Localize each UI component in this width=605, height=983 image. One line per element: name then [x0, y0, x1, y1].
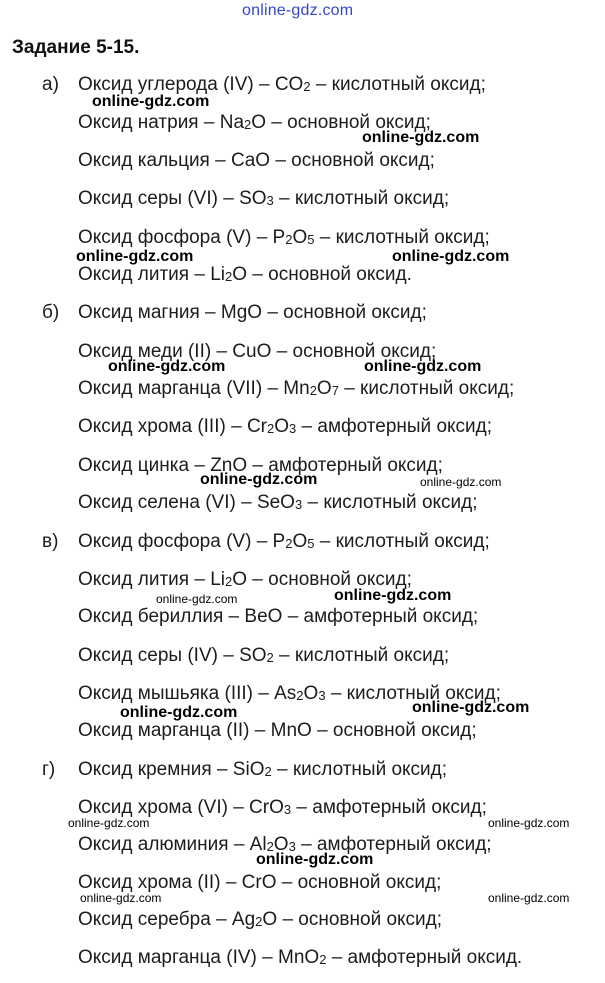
line-text: – кислотный оксид;	[314, 227, 490, 248]
watermark-text: online-gdz.com	[488, 816, 570, 830]
line-text: Оксид хрома (II) – CrO – основной оксид;	[78, 872, 442, 893]
line-text: – кислотный оксид;	[302, 492, 478, 513]
line-text: O – основной оксид;	[232, 569, 412, 590]
oxide-line	[78, 227, 490, 249]
line-text: Оксид марганца (VII) – Mn	[78, 378, 310, 399]
line-text: Оксид фосфора (V) – P	[78, 531, 286, 552]
subscript: 3	[289, 421, 297, 436]
top-watermark: online-gdz.com	[242, 2, 354, 19]
oxide-line	[78, 416, 492, 438]
line-text: Оксид кремния – SiO	[78, 759, 265, 780]
watermark-text: online-gdz.com	[80, 891, 162, 905]
line-text: Оксид лития – Li	[78, 264, 225, 285]
line-text: Оксид углерода (IV) – CO	[78, 74, 304, 95]
subscript: 2	[285, 232, 293, 247]
subscript: 3	[283, 802, 292, 817]
subscript: 2	[319, 952, 327, 967]
watermark-text: online-gdz.com	[76, 248, 194, 265]
line-text: Оксид магния – MgO – основной оксид;	[78, 302, 427, 323]
section-marker: в)	[42, 531, 59, 552]
line-text: O – основной оксид.	[232, 264, 412, 285]
watermark-text: online-gdz.com	[120, 704, 238, 721]
oxide-line	[78, 302, 427, 324]
line-text: Оксид марганца (II) – MnO – основной оксид;	[78, 720, 477, 741]
line-text: Оксид марганца (IV) – MnO	[78, 947, 320, 968]
subscript: 2	[266, 650, 274, 665]
subscript: 5	[307, 232, 315, 247]
section-marker: а)	[42, 74, 59, 95]
oxide-line	[78, 150, 435, 172]
oxide-line	[78, 531, 490, 553]
line-text: – кислотный оксид;	[273, 188, 450, 209]
line-text: – амфотерный оксид;	[291, 797, 487, 818]
oxide-line	[78, 378, 514, 400]
subscript: 3	[266, 193, 274, 208]
line-text: Оксид мышьяка (III) – As	[78, 683, 297, 704]
line-text: Оксид селена (VI) – SeO	[78, 492, 295, 513]
subscript: 2	[244, 117, 252, 132]
subscript: 2	[264, 764, 272, 779]
watermark-text: online-gdz.com	[392, 248, 510, 265]
oxide-line	[78, 645, 449, 667]
line-text: Оксид кальция – CaO – основной оксид;	[78, 150, 435, 171]
line-text: O – основной оксид;	[262, 909, 443, 930]
watermark-text: online-gdz.com	[108, 358, 226, 375]
line-text: Оксид алюминия – Al	[78, 834, 267, 855]
line-text: O	[274, 416, 290, 437]
watermark-text: online-gdz.com	[488, 891, 570, 905]
line-text: O	[292, 531, 308, 552]
line-text: Оксид хрома (III) – Cr	[78, 416, 267, 437]
line-text: Оксид хрома (VI) – CrO	[78, 797, 284, 818]
subscript: 2	[225, 269, 233, 284]
watermark-text: online-gdz.com	[412, 699, 530, 716]
oxide-line	[78, 947, 522, 969]
subscript: 7	[331, 383, 339, 398]
subscript: 3	[294, 497, 303, 512]
section-marker: б)	[42, 302, 60, 323]
watermark-text: online-gdz.com	[362, 129, 480, 146]
watermark-text: online-gdz.com	[364, 358, 482, 375]
watermark-text: online-gdz.com	[68, 816, 150, 830]
subscript: 2	[225, 574, 233, 589]
watermark-text: online-gdz.com	[156, 592, 238, 606]
line-text: – кислотный оксид;	[271, 759, 448, 780]
subscript: 5	[307, 536, 315, 551]
subscript: 2	[296, 688, 304, 703]
line-text: O	[292, 227, 308, 248]
section-marker: г)	[42, 759, 56, 780]
line-text: – амфотерный оксид;	[296, 416, 493, 437]
watermark-text: online-gdz.com	[256, 851, 374, 868]
watermark-text: online-gdz.com	[92, 93, 210, 110]
oxide-line	[78, 606, 478, 628]
line-text: O – основной оксид;	[251, 112, 431, 133]
watermark-text: online-gdz.com	[200, 471, 318, 488]
subscript: 2	[255, 914, 263, 929]
line-text: – амфотерный оксид.	[326, 947, 523, 968]
watermark-text: online-gdz.com	[420, 475, 502, 489]
line-text: – амфотерный оксид;	[295, 834, 492, 855]
subscript: 2	[309, 383, 317, 398]
line-text: Оксид цинка – ZnO – амфотерный оксид;	[78, 455, 443, 476]
line-text: Оксид лития – Li	[78, 569, 225, 590]
line-text: Оксид меди (II) – CuO – основной оксид;	[78, 341, 437, 362]
oxide-line	[78, 720, 477, 742]
subscript: 2	[285, 536, 293, 551]
line-text: – кислотный оксид;	[273, 645, 450, 666]
line-text: – кислотный оксид;	[310, 74, 486, 95]
line-text: O	[273, 834, 289, 855]
line-text: O	[316, 378, 332, 399]
line-text: – кислотный оксид;	[338, 378, 515, 399]
subscript: 3	[288, 839, 296, 854]
line-text: Оксид натрия – Na	[78, 112, 245, 133]
subscript: 2	[266, 839, 274, 854]
oxide-line	[78, 492, 478, 514]
line-text: Оксид серебра – Ag	[78, 909, 256, 930]
line-text: Оксид фосфора (V) – P	[78, 227, 286, 248]
task-title: Задание 5-15.	[12, 37, 140, 58]
subscript: 2	[303, 79, 311, 94]
oxide-line	[78, 188, 449, 210]
line-text: – кислотный оксид;	[325, 683, 501, 704]
line-text: – кислотный оксид;	[314, 531, 490, 552]
line-text: Оксид бериллия – BeO – амфотерный оксид;	[78, 606, 479, 627]
subscript: 2	[267, 421, 275, 436]
line-text: Оксид серы (IV) – SO	[78, 645, 267, 666]
line-text: O	[303, 683, 319, 704]
oxide-line	[78, 264, 412, 286]
oxide-line	[78, 759, 447, 781]
watermark-text: online-gdz.com	[334, 587, 452, 604]
oxide-line	[78, 909, 442, 931]
subscript: 3	[318, 688, 326, 703]
line-text: Оксид серы (VI) – SO	[78, 188, 267, 209]
